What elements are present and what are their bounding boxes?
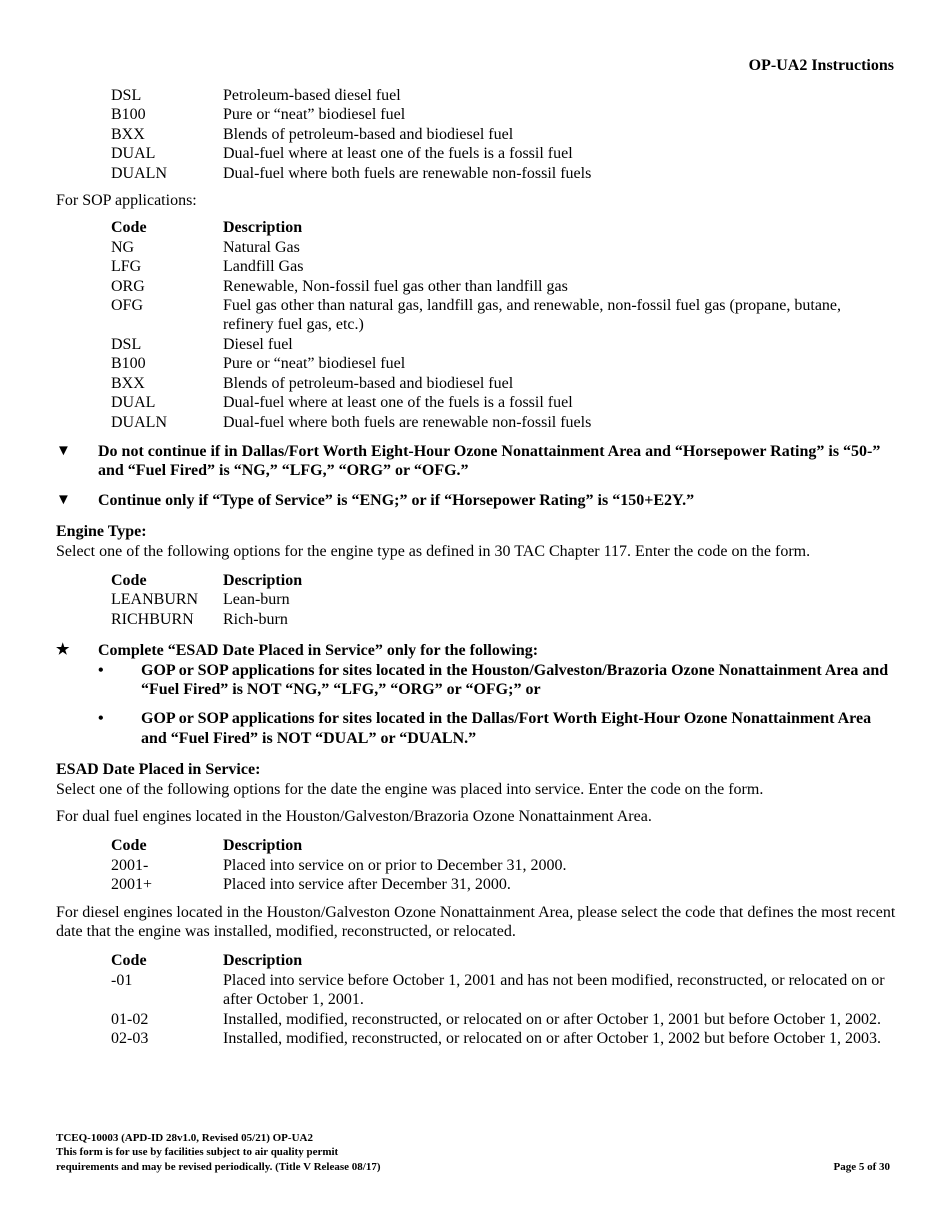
code-cell: B100 (111, 106, 146, 124)
note-continue-only (56, 491, 896, 510)
esad-dual-table (111, 836, 895, 894)
code-cell: DUAL (111, 145, 156, 163)
esad-dual-intro: For dual fuel engines located in the Houston/Galveston/Brazoria Ozone Nonattainment Area. (56, 808, 652, 825)
code-cell: OFG (111, 297, 144, 315)
bullet-item (98, 709, 896, 748)
code-cell: BXX (111, 374, 145, 392)
note-do-not-continue (56, 442, 896, 481)
page-number: Page 5 of 30 (833, 1160, 890, 1173)
table-row (111, 335, 895, 354)
table-row (111, 875, 895, 894)
code-cell: 2001+ (111, 876, 153, 894)
table-row (111, 164, 895, 183)
down-triangle-icon: ▼ (56, 442, 71, 459)
bullet-icon: • (98, 710, 104, 728)
description-cell: Installed, modified, reconstructed, or relocated on or after October 1, 2002 but before October 1, 2003. (223, 1030, 881, 1048)
bullet-icon: • (98, 661, 104, 679)
code-cell: DUAL (111, 394, 156, 412)
code-cell: LFG (111, 258, 142, 276)
table-header-row (111, 836, 895, 855)
description-cell: Blends of petroleum-based and biodiesel fuel (223, 125, 514, 143)
code-cell: RICHBURN (111, 610, 194, 628)
code-cell: -01 (111, 971, 133, 989)
column-header-description: Description (223, 952, 303, 970)
description-cell: Petroleum-based diesel fuel (223, 87, 401, 104)
description-cell: Lean-burn (223, 591, 290, 609)
code-cell: DSL (111, 335, 142, 353)
column-header-description: Description (223, 219, 303, 237)
note-text: Continue only if “Type of Service” is “ENG;” or if “Horsepower Rating” is “150+E2Y.” (98, 491, 695, 509)
engine-type-heading: Engine Type: (56, 523, 147, 541)
column-header-code: Code (111, 952, 147, 970)
column-header-code: Code (111, 219, 147, 237)
column-header-description: Description (223, 571, 303, 589)
code-cell: NG (111, 238, 135, 256)
column-header-description: Description (223, 837, 303, 855)
description-cell: Placed into service after December 31, 2000. (223, 876, 511, 894)
table-row (111, 354, 895, 373)
footer-revision-note: requirements and may be revised periodically. (Title V Release 08/17) (56, 1160, 381, 1173)
footer-form-id: TCEQ-10003 (APD-ID 28v1.0, Revised 05/21) OP-UA2 (56, 1132, 313, 1144)
esad-diesel-intro: For diesel engines located in the Houston/Galveston Ozone Nonattainment Area, please select the code that defines the most recent date that the engine was installed, modified, reconstructed, or relocated. (56, 903, 896, 941)
page-footer (56, 1131, 890, 1174)
sop-intro: For SOP applications: (56, 192, 197, 210)
code-cell: B100 (111, 355, 146, 373)
column-header-code: Code (111, 571, 147, 589)
table-row (111, 590, 895, 609)
table-row (111, 1029, 895, 1048)
esad-heading: ESAD Date Placed in Service: (56, 761, 261, 779)
footer-usage-note: This form is for use by facilities subject to air quality permit (56, 1146, 339, 1159)
description-cell: Renewable, Non-fossil fuel gas other than landfill gas (223, 277, 568, 295)
note-text: Complete “ESAD Date Placed in Service” only for the following: (98, 642, 539, 660)
description-cell: Placed into service on or prior to December 31, 2000. (223, 856, 567, 874)
description-cell: Diesel fuel (223, 335, 293, 353)
page-content (56, 86, 896, 1048)
table-row (111, 971, 895, 1010)
description-cell: Placed into service before October 1, 2001 and has not been modified, reconstructed, or relocated on or after October 1, 2001. (223, 971, 885, 1009)
description-cell: Pure or “neat” biodiesel fuel (223, 355, 406, 373)
table-row (111, 144, 895, 163)
sop-fuel-table (111, 218, 895, 431)
table-row (111, 125, 895, 144)
description-cell: Dual-fuel where both fuels are renewable non-fossil fuels (223, 164, 592, 182)
table-row (111, 257, 895, 276)
table-row (111, 277, 895, 296)
note-text: Do not continue if in Dallas/Fort Worth Eight-Hour Ozone Nonattainment Area and “Horsepower Rating” is “50-” and “Fuel Fired” is “NG,” “LFG,” “ORG” or “OFG.” (98, 442, 881, 480)
code-cell: LEANBURN (111, 591, 199, 609)
description-cell: Blends of petroleum-based and biodiesel fuel (223, 374, 514, 392)
code-cell: 02-03 (111, 1030, 149, 1048)
gop-fuel-table (111, 86, 895, 183)
table-header-row (111, 218, 895, 237)
code-cell: ORG (111, 277, 145, 295)
bullet-item (98, 661, 896, 700)
table-row (111, 610, 895, 629)
star-icon: ★ (56, 642, 70, 659)
table-header-row (111, 951, 895, 970)
description-cell: Dual-fuel where at least one of the fuels is a fossil fuel (223, 145, 573, 163)
table-row (111, 413, 895, 432)
description-cell: Dual-fuel where both fuels are renewable non-fossil fuels (223, 413, 592, 431)
table-row (111, 374, 895, 393)
table-row (111, 856, 895, 875)
code-cell: 2001- (111, 856, 149, 874)
description-cell: Installed, modified, reconstructed, or relocated on or after October 1, 2001 but before October 1, 2002. (223, 1010, 881, 1028)
page-header-title: OP-UA2 Instructions (748, 57, 894, 74)
table-row (111, 238, 895, 257)
note-complete-esad (56, 641, 896, 660)
bullet-text: GOP or SOP applications for sites located in the Dallas/Fort Worth Eight-Hour Ozone Nonattainment Area and “Fuel Fired” is NOT “DUAL” or “DUALN.” (141, 710, 872, 747)
engine-type-intro: Select one of the following options for the engine type as defined in 30 TAC Chapter 117. Enter the code on the form. (56, 542, 811, 560)
table-row (111, 105, 895, 124)
code-cell: DSL (111, 87, 142, 104)
description-cell: Pure or “neat” biodiesel fuel (223, 106, 406, 124)
description-cell: Landfill Gas (223, 258, 304, 276)
table-row (111, 86, 895, 105)
description-cell: Rich-burn (223, 610, 288, 628)
code-cell: DUALN (111, 413, 167, 431)
table-row (111, 393, 895, 412)
code-cell: BXX (111, 125, 145, 143)
column-header-code: Code (111, 837, 147, 855)
code-cell: DUALN (111, 164, 167, 182)
table-row (111, 1010, 895, 1029)
esad-intro: Select one of the following options for the date the engine was placed into service. Enter the code on the form. (56, 780, 764, 798)
description-cell: Fuel gas other than natural gas, landfill gas, and renewable, non-fossil fuel gas (propane, butane, refinery fuel gas, etc.) (223, 297, 842, 334)
engine-type-table (111, 571, 895, 629)
description-cell: Dual-fuel where at least one of the fuels is a fossil fuel (223, 394, 573, 412)
table-header-row (111, 571, 895, 590)
bullet-text: GOP or SOP applications for sites located in the Houston/Galveston/Brazoria Ozone Nonattainment Area and “Fuel Fired” is NOT “NG,” “LFG,” “ORG” or “OFG;” or (141, 661, 889, 698)
esad-diesel-table (111, 951, 895, 1048)
table-row (111, 296, 895, 335)
description-cell: Natural Gas (223, 238, 300, 256)
code-cell: 01-02 (111, 1010, 149, 1028)
down-triangle-icon: ▼ (56, 491, 71, 508)
